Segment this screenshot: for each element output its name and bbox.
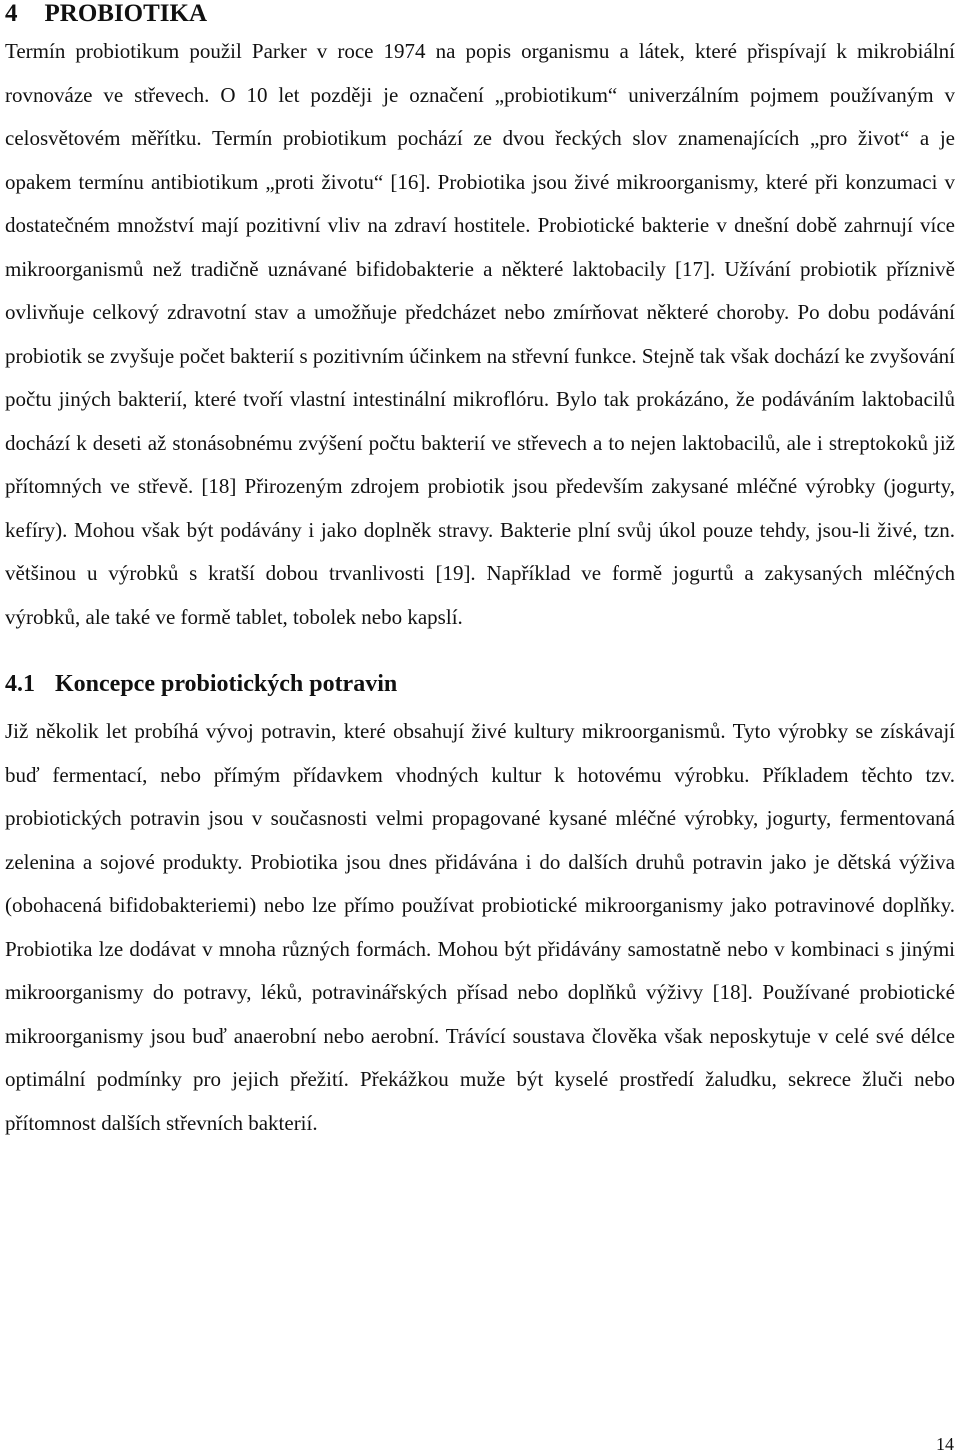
section-number: 4.1 [5,671,35,697]
page-number: 14 [936,1434,954,1454]
chapter-body-text: Termín probiotikum použil Parker v roce 1974 na popis organismu a látek, které přispívají k mikrobiální rovnováze ve střevech. O 10 let později je označení „probiotikum“ univerzálním pojmem používaným v celosvětovém měřítku. Termín probiotikum pochází ze dvou řeckých slov znamenajících „pro život“ a je opakem termínu antibiotikum „proti životu“ [16]. Probiotika jsou živé mikroorganismy, které při konzumaci v dostatečném množství mají pozitivní vliv na zdraví hostitele. Probiotické bakterie v dnešní době zahrnují více mikroorganismů než tradičně uznávané bifidobakterie a některé laktobacily [17]. Užívání probiotik příznivě ovlivňuje celkový zdravotní stav a umožňuje předcházet nebo zmírňovat některé choroby. Po dobu podávání probiotik se zvyšuje počet bakterií s pozitivním účinkem na střevní funkce. Stejně tak však dochází ke zvyšování počtu jiných bakterií, které tvoří vlastní intestinální mikroflóru. Bylo tak prokázáno, že podáváním laktobacilů dochází k deseti až stonásobnému zvýšení počtu bakterií ve střevech a to nejen laktobacilů, ale i streptokoků již přítomných ve střevě. [18] Přirozeným zdrojem probiotik jsou především zakysané mléčné výrobky (jogurty, kefíry). Mohou však být podávány i jako doplněk stravy. Bakterie plní svůj úkol pouze tehdy, jsou-li živé, tzn. většinou u výrobků s kratší dobou trvanlivosti [19]. Například ve formě jogurtů a zakysaných mléčných výrobků, ale také ve formě tablet, tobolek nebo kapslí. [5,39,955,629]
chapter-title: PROBIOTIKA [44,0,208,27]
chapter-heading [5,0,955,28]
section-heading [5,667,955,701]
section-body-text: Již několik let probíhá vývoj potravin, které obsahují živé kultury mikroorganismů. Tyto výrobky se získávají buď fermentací, nebo přímým přídavkem vhodných kultur k hotovému výrobku. Příkladem těchto tzv. probiotických potravin jsou v současnosti velmi propagované kysané mléčné výrobky, jogurty, fermentovaná zelenina a sojové produkty. Probiotika jsou dnes přidávána i do dalších druhů potravin jako je dětská výživa (obohacená bifidobakteriemi) nebo lze přímo používat probiotické mikroorganismy jako potravinové doplňky. Probiotika lze dodávat v mnoha různých formách. Mohou být přidávány samostatně nebo v kombinaci s jinými mikroorganismy do potravy, léků, potravinářských přísad nebo doplňků výživy [18]. Používané probiotické mikroorganismy jsou buď anaerobní nebo aerobní. Trávící soustava člověka však neposkytuje v celé své délce optimální podmínky pro jejich přežití. Překážkou muže být kyselé prostředí žaludku, sekrece žluči nebo přítomnost dalších střevních bakterií. [5,719,955,1135]
document-page [5,0,955,1145]
chapter-number: 4 [5,0,18,27]
section-title: Koncepce probiotických potravin [55,671,398,697]
